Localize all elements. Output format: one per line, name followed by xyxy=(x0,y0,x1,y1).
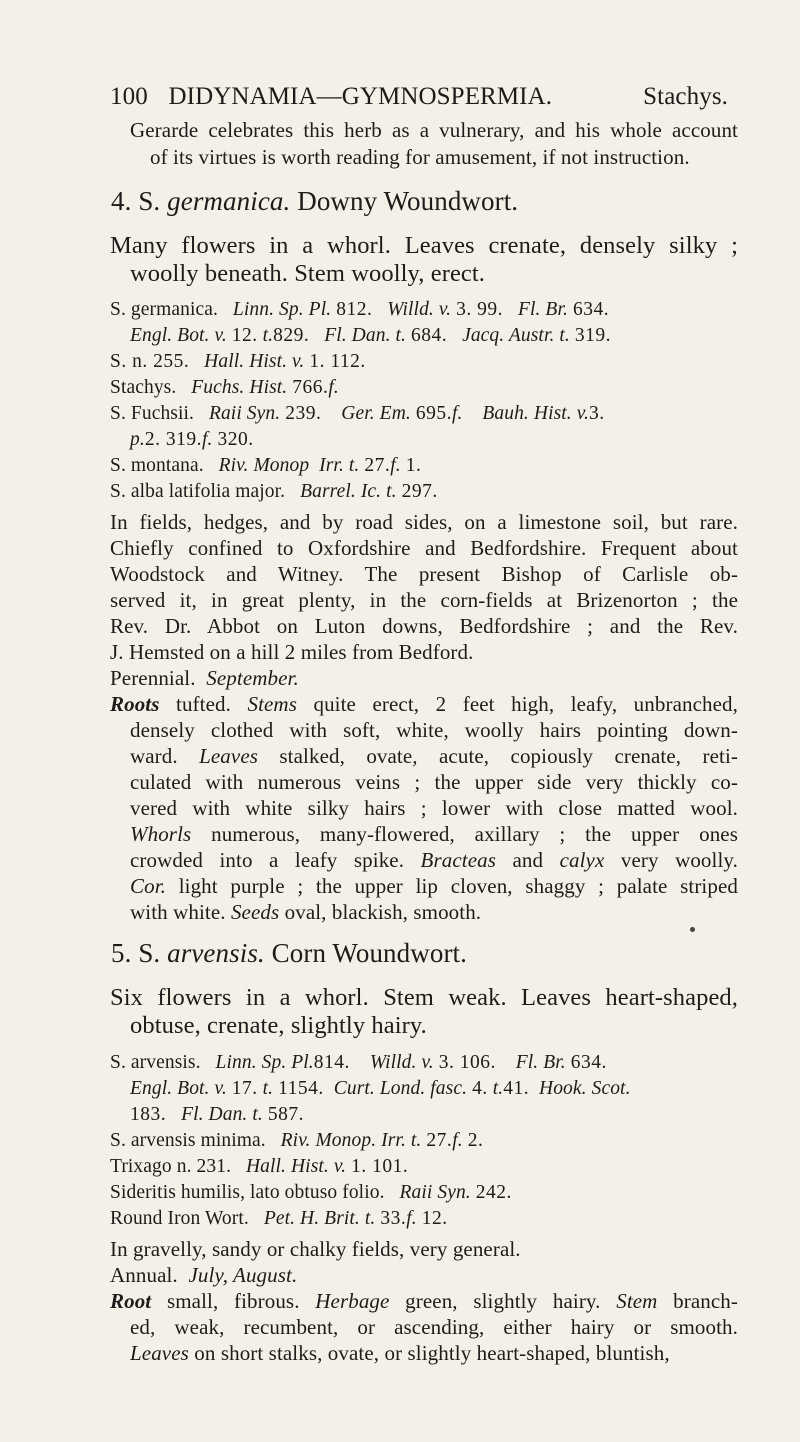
citation-line: S. germanica. Linn. Sp. Pl. 812. Willd. v. 3. 99. Fl. Br. 634. xyxy=(110,299,610,320)
intro-line-2: of its virtues is worth reading for amusement, if not instruction. xyxy=(150,145,690,169)
citation-line: Engl. Bot. v. 17. t. 1154. Curt. Lond. fasc. 4. t.41. Hook. Scot. xyxy=(130,1078,631,1099)
species-epithet: germanica. xyxy=(167,186,291,216)
species-4-heading xyxy=(111,188,518,215)
ink-speck xyxy=(690,927,695,932)
diagnosis-line-2: woolly beneath. Stem woolly, erect. xyxy=(130,260,486,287)
species-number: 5. xyxy=(111,938,132,968)
citation-line: S. arvensis minima. Riv. Monop. Irr. t. 27.f. 2. xyxy=(110,1130,484,1151)
page-number: 100 xyxy=(110,83,148,110)
citation-line: Engl. Bot. v. 12. t.829. Fl. Dan. t. 684. Jacq. Austr. t. 319. xyxy=(130,325,612,346)
description-line: Root small, fibrous. Herbage green, slightly hairy. Stem branch- xyxy=(110,1289,738,1313)
citation-line: p.2. 319.f. 320. xyxy=(130,429,254,450)
citation-line: S. n. 255. Hall. Hist. v. 1. 112. xyxy=(110,351,366,372)
citation-line: S. Fuchsii. Raii Syn. 239. Ger. Em. 695.f. Bauh. Hist. v.3. xyxy=(110,403,605,424)
citation-line: 183. Fl. Dan. t. 587. xyxy=(130,1104,304,1125)
common-name: Downy Woundwort. xyxy=(297,186,519,216)
description-line: Cor. light purple ; the upper lip cloven, shaggy ; palate striped xyxy=(130,874,738,898)
habitat-line: Woodstock and Witney. The present Bishop of Carlisle ob- xyxy=(110,562,738,586)
genus-abbr: S. xyxy=(138,186,161,216)
habitat-line: In fields, hedges, and by road sides, on a limestone soil, but rare. xyxy=(110,510,738,534)
intro-line-1: Gerarde celebrates this herb as a vulnerary, and his whole account xyxy=(130,118,738,142)
habitat-line: served it, in great plenty, in the corn-fields at Brizenorton ; the xyxy=(110,588,738,612)
habitat-line: J. Hemsted on a hill 2 miles from Bedford. xyxy=(110,640,474,664)
description-line: ed, weak, recumbent, or ascending, either hairy or smooth. xyxy=(130,1315,738,1339)
common-name: Corn Woundwort. xyxy=(271,938,467,968)
description-line: crowded into a leafy spike. Bracteas and calyx very woolly. xyxy=(130,848,738,872)
diagnosis-line-1: Six flowers in a whorl. Stem weak. Leaves heart-shaped, xyxy=(110,984,738,1011)
species-epithet: arvensis. xyxy=(167,938,265,968)
citation-line: Trixago n. 231. Hall. Hist. v. 1. 101. xyxy=(110,1156,409,1177)
description-line: Roots tufted. Stems quite erect, 2 feet high, leafy, unbranched, xyxy=(110,692,738,716)
genus-abbr: S. xyxy=(138,938,161,968)
habitat-line: In gravelly, sandy or chalky fields, very general. xyxy=(110,1237,521,1261)
diagnosis-line-2: obtuse, crenate, slightly hairy. xyxy=(130,1012,427,1039)
running-title: DIDYNAMIA—GYMNOSPERMIA. xyxy=(168,83,553,110)
description-line: densely clothed with soft, white, woolly hairs pointing down- xyxy=(130,718,738,742)
duration-line: Annual. July, August. xyxy=(110,1263,298,1287)
diagnosis-line-1: Many flowers in a whorl. Leaves crenate, densely silky ; xyxy=(110,232,738,259)
description-line: Whorls numerous, many-flowered, axillary ; the upper ones xyxy=(130,822,738,846)
habitat-line: Chiefly confined to Oxfordshire and Bedfordshire. Frequent about xyxy=(110,536,738,560)
running-header xyxy=(110,84,728,109)
citation-line: Round Iron Wort. Pet. H. Brit. t. 33.f. 12. xyxy=(110,1208,448,1229)
description-line: vered with white silky hairs ; lower with close matted wool. xyxy=(130,796,738,820)
description-line: with white. Seeds oval, blackish, smooth. xyxy=(130,900,482,924)
species-number: 4. xyxy=(111,186,132,216)
description-line: ward. Leaves stalked, ovate, acute, copiously crenate, reti- xyxy=(130,744,738,768)
citation-line: S. alba latifolia major. Barrel. Ic. t. 297. xyxy=(110,481,438,502)
citation-line: Stachys. Fuchs. Hist. 766.f. xyxy=(110,377,339,398)
citation-line: S. arvensis. Linn. Sp. Pl.814. Willd. v. 3. 106. Fl. Br. 634. xyxy=(110,1052,607,1073)
description-line: culated with numerous veins ; the upper side very thickly co- xyxy=(130,770,738,794)
duration-line: Perennial. September. xyxy=(110,666,299,690)
citation-line: S. montana. Riv. Monop Irr. t. 27.f. 1. xyxy=(110,455,422,476)
genus-title: Stachys. xyxy=(643,83,728,110)
habitat-line: Rev. Dr. Abbot on Luton downs, Bedfordshire ; and the Rev. xyxy=(110,614,738,638)
citation-line: Sideritis humilis, lato obtuso folio. Raii Syn. 242. xyxy=(110,1182,512,1203)
description-line: Leaves on short stalks, ovate, or slightly heart-shaped, bluntish, xyxy=(130,1341,670,1365)
species-5-heading xyxy=(111,940,467,967)
